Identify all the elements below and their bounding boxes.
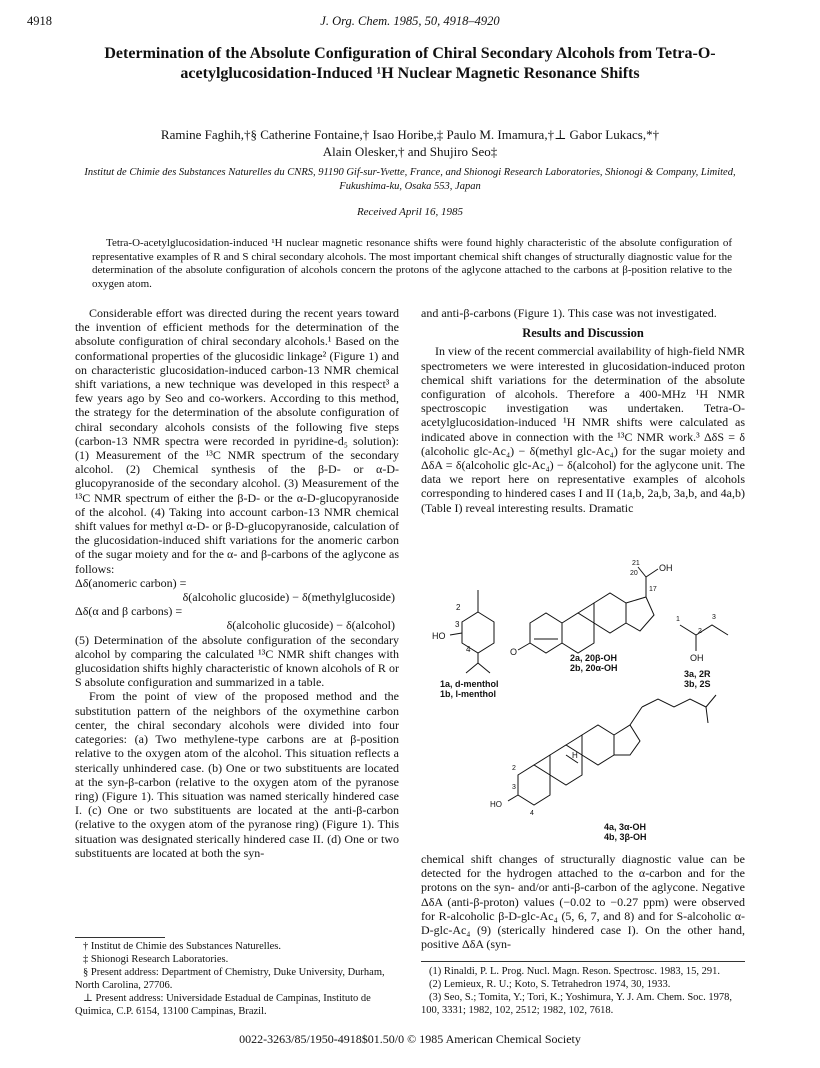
footnotes [75,940,399,1018]
butanol-structure [676,614,728,663]
triterpene-label-h: H [572,751,578,760]
footnote: † Institut de Chimie des Substances Naturelles. [83,941,282,952]
triterpene-label-2: 2 [512,765,516,772]
right-column-top [421,306,745,515]
triterpene-label-3: 3 [512,784,516,791]
footnote-divider [75,937,165,938]
copyright-footer: 0022-3263/85/1950-4918$01.50/0 © 1985 American Chemical Society [239,1032,581,1046]
menthol-label-ho: HO [432,631,446,641]
authors-line-1: Ramine Faghih,†§ Catherine Fontaine,† Isao Horibe,‡ Paulo M. Imamura,†⊥ Gabor Lukacs,*† [160,127,660,142]
reference: (3) Seo, S.; Tomita, Y.; Tori, K.; Yoshimura, Y. J. Am. Chem. Soc. 1978, 100, 3331; 1982, 102, 2512; 1982, 102, 7618. [421,992,732,1016]
triterpene-caption-b: 4b, 3β-OH [604,832,647,842]
menthol-label-4: 4 [466,645,471,654]
footnote: ‡ Shionogi Research Laboratories. [83,954,229,965]
equation-1-left: Δδ(anomeric carbon) = [75,575,187,590]
body-paragraph: and anti-β-carbons (Figure 1). This case was not investigated. [421,306,717,320]
equation-2-left: Δδ(α and β carbons) = [75,604,183,619]
references-divider [421,961,745,962]
reference: (2) Lemieux, R. U.; Koto, S. Tetrahedron 1974, 30, 1933. [429,979,671,990]
steroid-caption-a: 2a, 20β-OH [570,653,618,663]
butanol-label-2: 2 [698,628,702,635]
left-column [75,306,399,860]
authors [80,126,740,160]
reference: (1) Rinaldi, P. L. Prog. Nucl. Magn. Reson. Spectrosc. 1983, 15, 291. [429,966,721,977]
right-column-bottom [421,852,745,951]
journal-header: J. Org. Chem. 1985, 50, 4918–4920 [320,14,500,28]
section-heading: Results and Discussion [522,326,644,341]
steroid-label-oh: OH [659,563,673,573]
equation-1-right: δ(alcoholic glucoside) − δ(methylglucoside) [182,590,395,605]
butanol-caption-a: 3a, 2R [684,669,711,679]
butanol-label-3: 3 [712,614,716,621]
butanol-label-oh: OH [690,653,704,663]
menthol-label-3: 3 [455,620,460,629]
triterpene-caption-a: 4a, 3α-OH [604,822,647,832]
authors-line-2: Alain Olesker,† and Shujiro Seo‡ [322,144,498,159]
body-paragraph: Considerable effort was directed during the recent years toward the invention of efficient methods for the determination of the absolute configuration of chiral secondary alcohols.¹ Based on the conformational properties of the glucosidic linkage² (Figure 1) and on characteristic glucosidation-induced carbon-13 NMR chemical shift variations, a new technique was developed in this respect³ a few years ago by Seo and co-workers. According to this method, the strategy for the determination of the absolute configuration of chiral secondary alcohols consists of the following five steps (carbon-13 NMR spectra were recorded in pyridine-d₅ solution): (1) Measurement of the ¹³C NMR spectrum of the secondary alcohol. (2) Chemical synthesis of the β-D- or α-D-glucopyranoside of the secondary alcohol. (3) Measurement of the ¹³C NMR spectrum of either the β-D- or the α-D-glucopyranoside of the alcohol. (4) Taking into account carbon-13 NMR chemical shift values for methyl α-D- or β-D-glucopyranoside, calculation of the glucosidation-induced shift variations for the anomeric carbon of the sugar moiety and for the α- and β-carbons of the aglycone as follows: [75,306,399,576]
affiliation: Institut de Chimie des Substances Naturelles du CNRS, 91190 Gif-sur-Yvette, France, and Shionogi Research Laboratories, Shionogi & Company, Limited, Fukushima-ku, Osaka 553, Japan [84,167,736,192]
equation-2-right: δ(alcoholic glucoside) − δ(alcohol) [226,618,395,633]
steroid-label-17: 17 [649,586,657,593]
abstract: Tetra-O-acetylglucosidation-induced ¹H nuclear magnetic resonance shifts were found highly characteristic of the absolute configuration of representative examples of R and S chiral secondary alcohols. The most important chemical shift changes of structurally diagnostic value for the determination of the absolute configuration of alcohols concern the protons of the aglycone attached to the carbons at β-position relative to the oxygen atom. [92,237,732,290]
menthol-caption-b: 1b, l-menthol [440,689,496,699]
body-paragraph: From the point of view of the proposed method and the substitution pattern of the neighbors of the oxymethine carbon center, the chiral secondary alcohols were divided into four categories: (a) Two methylene-type carbons are at β-position relative to the oxygen atom of the alcohol. This situation reflects a sterically unhindered case. (b) One or two substituents are located at the syn-β-carbon (relative to the oxygen atom of the pyranose ring) (Figure 1). This situation was named sterically hindered case I. (c) One or two substituents are located at the anti-β-carbon (relative to the oxygen atom of the pyranose ring) (Figure 1). This situation was designated sterically hindered case II. (d) One or two substituents are located at both the syn- [75,689,399,860]
butanol-caption-b: 3b, 2S [684,679,711,689]
steroid-label-o: O [510,647,518,657]
body-paragraph: In view of the recent commercial availability of high-field NMR spectrometers we were interested in glucosidation-induced proton chemical shift variations for the determination of the absolute configuration of alcohols. Therefore a 400-MHz ¹H NMR spectroscopic investigation was undertaken. Tetra-O-acetylglucosidation-induced ¹H NMR shifts were calculated as indicated above in connection with the ¹³C NMR work.³ ΔδS = δ (alcoholic glc-Ac₄) − δ(methyl glc-Ac₄) for the sugar moiety and ΔδA = δ(alcoholic glc-Ac₄) − δ(alcohol) for the aglycone unit. The data we report here on representative examples of alcohols corresponding to hindered cases I and II (1a,b, 2a,b, 3a,b, and 4a,b) (Table I) reveal interesting results. Dramatic [421,344,745,515]
steroid-label-21: 21 [632,560,640,567]
steroid-caption-b: 2b, 20α-OH [570,663,618,673]
footnote: ⊥ Present address: Universidade Estadual de Campinas, Instituto de Quimica, C.P. 6154, 13100 Campinas, Brazil. [75,993,371,1017]
body-paragraph: (5) Determination of the absolute configuration of the secondary alcohol by comparing the calculated ¹³C NMR shift changes with glucosidation shifts highly characteristic of known alcohols of R or S absolute configuration and summarized in a table. [75,632,399,690]
menthol-structure [432,590,494,673]
page-number: 4918 [27,14,52,28]
triterpene-structure [490,695,716,817]
menthol-caption-a: 1a, d-menthol [440,679,499,689]
triterpene-label-ho: HO [490,800,502,809]
structures-figure [418,555,758,855]
footnote: § Present address: Department of Chemistry, Duke University, Durham, North Carolina, 27706. [75,967,385,991]
triterpene-label-4: 4 [530,810,534,817]
article-title: Determination of the Absolute Configuration of Chiral Secondary Alcohols from Tetra-O-acetylglucosidation-Induced ¹H Nuclear Magnetic Resonance Shifts [104,45,716,82]
steroid-label-20: 20 [630,570,638,577]
references [421,965,745,1017]
steroid-structure [510,560,673,657]
received-date: Received April 16, 1985 [356,206,464,218]
butanol-label-1: 1 [676,616,680,623]
menthol-label-2: 2 [456,603,461,612]
body-paragraph: chemical shift changes of structurally diagnostic value can be detected for the hydrogen attached to the α-carbon and for the protons on the syn- and/or anti-β-carbon of the aglycone. Negative ΔδA (anti-β-proton) values (−0.02 to −0.27 ppm) were observed for R-alcoholic β-D-glc-Ac₄ (5, 6, 7, and 8) and for S-alcoholic α-D-glc-Ac₄ (9) (sterically hindered case I). On the other hand, positive ΔδA (syn- [421,852,745,952]
